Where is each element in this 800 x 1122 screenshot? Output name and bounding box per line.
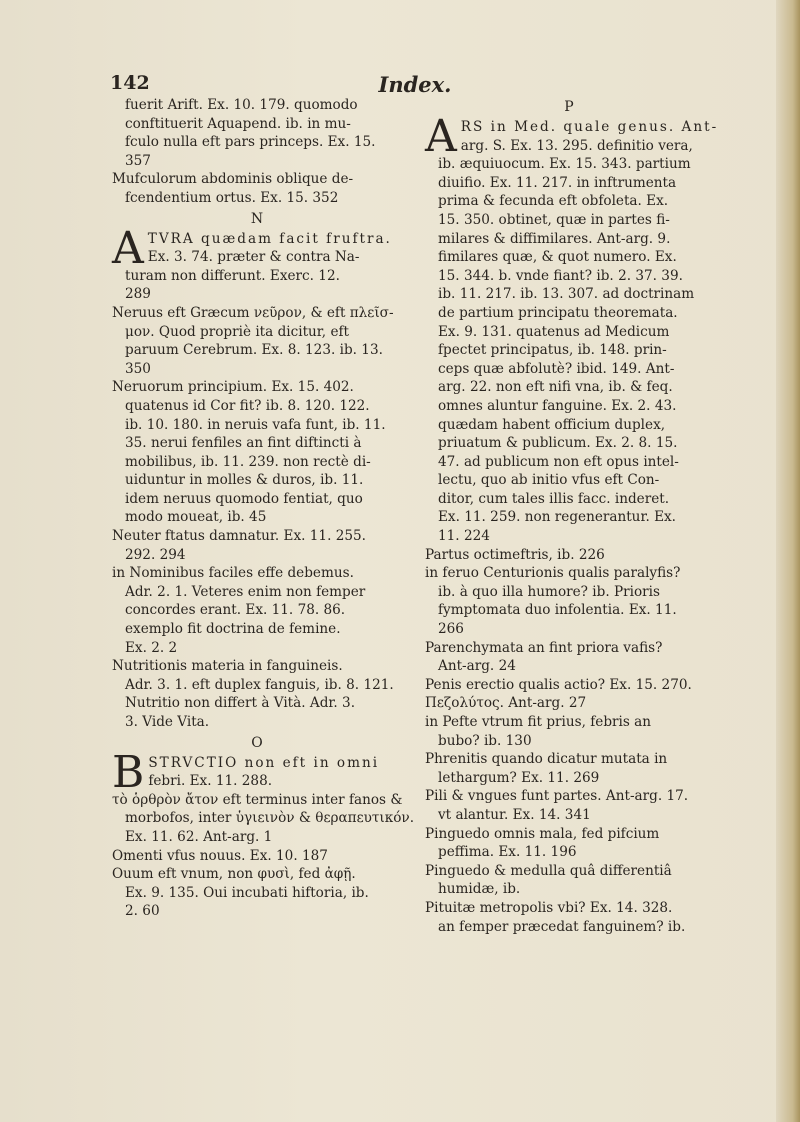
index-line: de partium principatu theoremata. <box>438 304 678 321</box>
index-line: diuifio. Ex. 11. 217. in inftrumenta <box>438 174 677 191</box>
index-line: τὸ ὁρθρὸν ἄτον eft terminus inter fanos & <box>112 791 403 808</box>
index-line: fuerit Arift. Ex. 10. 179. quomodo <box>125 97 358 113</box>
index-line: Pinguedo omnis mala, fed pifcium <box>425 825 660 842</box>
index-line: Πεζολύτος. Ant-arg. 27 <box>425 695 587 712</box>
index-line: conftituerit Aquapend. ib. in mu- <box>125 115 351 132</box>
index-line: ib. æquiuocum. Ex. 15. 343. partium <box>438 156 691 173</box>
index-line: Pituitæ metropolis vbi? Ex. 14. 328. <box>425 899 673 916</box>
index-line: Ex. 3. 74. præter & contra Na- <box>147 249 360 266</box>
index-line: Pili & vngues funt partes. Ant-arg. 17. <box>425 788 689 805</box>
index-line: in Nominibus faciles effe debemus. <box>112 565 354 582</box>
running-title: Index. <box>378 72 452 97</box>
index-line: Adr. 3. 1. eft duplex fanguis, ib. 8. 121. <box>125 676 394 693</box>
index-line: priuatum & publicum. Ex. 2. 8. 15. <box>438 435 678 452</box>
index-line: fymptomata duo infolentia. Ex. 11. <box>438 602 677 619</box>
right-column <box>425 96 719 936</box>
index-line: Neruus eft Græcum νεῦρον, & eft πλεῖσ- <box>112 304 394 321</box>
index-line: 292. 294 <box>125 546 186 563</box>
index-line: 15. 350. obtinet, quæ in partes fi- <box>438 211 670 228</box>
index-line: Mufculorum abdominis oblique de- <box>112 171 354 188</box>
index-line: Ant-arg. 24 <box>438 658 516 675</box>
index-line: concordes erant. Ex. 11. 78. 86. <box>125 602 346 619</box>
index-line: arg. 22. non eft nifi vna, ib. & feq. <box>438 379 673 396</box>
page-edge <box>776 0 800 1122</box>
index-line: 289 <box>125 286 151 303</box>
index-line: 2. 60 <box>125 903 160 920</box>
index-line: Phrenitis quando dicatur mutata in <box>425 751 668 768</box>
index-line: modo moueat, ib. 45 <box>125 509 267 526</box>
drop-capital: A <box>425 111 457 162</box>
index-line: in feruo Centurionis qualis paralyfis? <box>425 565 681 582</box>
index-line: 11. 224 <box>438 528 490 545</box>
index-line: fcendentium ortus. Ex. 15. 352 <box>125 189 339 206</box>
index-line: Partus octimeftris, ib. 226 <box>425 546 605 563</box>
index-line: Neruorum principium. Ex. 15. 402. <box>112 379 354 396</box>
index-line: Ex. 9. 131. quatenus ad Medicum <box>438 323 670 340</box>
index-line: Ex. 2. 2 <box>125 639 178 656</box>
index-line: Neuter ftatus damnatur. Ex. 11. 255. <box>112 528 366 545</box>
index-line: STRVCTIO non eft in omni <box>148 754 380 771</box>
index-line: lectu, quo ab initio vfus eft Con- <box>438 472 660 489</box>
index-line: uiduntur in molles & duros, ib. 11. <box>125 472 364 489</box>
drop-cap-entry <box>425 111 719 162</box>
left-column <box>112 96 415 921</box>
index-line: 266 <box>438 621 464 638</box>
index-line: ditor, cum tales illis facc. inderet. <box>438 490 670 507</box>
index-line: quædam habent officium duplex, <box>438 416 666 433</box>
index-line: ib. à quo illa humore? ib. Prioris <box>438 583 660 600</box>
index-line: Nutritionis materia in fanguineis. <box>112 658 343 675</box>
section-letter: O <box>251 734 263 751</box>
drop-cap-entry <box>112 746 402 798</box>
index-line: Ex. 11. 62. Ant-arg. 1 <box>125 828 273 845</box>
index-line: omnes aluntur fanguine. Ex. 2. 43. <box>438 397 677 414</box>
index-line: 3. Vide Vita. <box>125 714 210 730</box>
index-line: vt alantur. Ex. 14. 341 <box>438 806 591 823</box>
drop-capital: A <box>112 222 144 274</box>
index-line: ib. 10. 180. in neruis vafa funt, ib. 11. <box>125 416 386 433</box>
index-line: febri. Ex. 11. 288. <box>148 773 273 790</box>
index-line: RS in Med. quale genus. Ant- <box>460 119 719 135</box>
index-line: 350 <box>125 360 151 377</box>
index-line: 357 <box>125 152 151 169</box>
index-line: ceps quæ abfolutè? ibid. 149. Ant- <box>438 360 675 377</box>
index-line: in Pefte vtrum fit prius, febris an <box>425 714 652 730</box>
index-line: bubo? ib. 130 <box>438 732 532 749</box>
index-line: Penis erectio qualis actio? Ex. 15. 270. <box>425 676 692 693</box>
index-line: μον. Quod propriè ita dicitur, eft <box>125 323 349 340</box>
index-line: fculo nulla eft pars princeps. Ex. 15. <box>125 134 376 151</box>
index-line: Parenchymata an fint priora vafis? <box>425 639 663 656</box>
index-line: 15. 344. b. vnde fiant? ib. 2. 37. 39. <box>438 267 683 284</box>
drop-cap-entry <box>112 222 402 274</box>
section-letter: P <box>564 99 574 115</box>
drop-capital: B <box>112 746 145 798</box>
index-line: fpectet principatus, ib. 148. prin- <box>438 342 667 359</box>
index-line: idem neruus quomodo fentiat, quo <box>125 490 363 507</box>
index-line: Omenti vfus nouus. Ex. 10. 187 <box>112 847 328 864</box>
index-line: mobilibus, ib. 11. 239. non rectè di- <box>125 453 371 470</box>
index-line: turam non differunt. Exerc. 12. <box>125 267 340 284</box>
index-line: humidæ, ib. <box>438 881 521 898</box>
index-line: peffima. Ex. 11. 196 <box>438 844 577 861</box>
index-line: arg. S. Ex. 13. 295. definitio vera, <box>460 137 693 154</box>
index-line: quatenus id Cor fit? ib. 8. 120. 122. <box>125 397 370 414</box>
index-line: TVRA quædam facit fruftra. <box>147 230 392 247</box>
index-line: 47. ad publicum non eft opus intel- <box>438 453 679 470</box>
index-line: fimilares quæ, & quot numero. Ex. <box>438 249 677 266</box>
index-line: Pinguedo & medulla quâ differentiâ <box>425 862 672 879</box>
index-line: ib. 11. 217. ib. 13. 307. ad doctrinam <box>438 286 695 303</box>
index-line: Ex. 9. 135. Oui incubati hiftoria, ib. <box>125 884 369 901</box>
section-letter: N <box>250 210 264 227</box>
index-line: Nutritio non differt à Vità. Adr. 3. <box>125 695 356 712</box>
index-line: prima & fecunda eft obfoleta. Ex. <box>438 193 669 210</box>
index-line: Ex. 11. 259. non regenerantur. Ex. <box>438 509 676 526</box>
index-line: Adr. 2. 1. Veteres enim non femper <box>125 583 366 600</box>
index-line: exemplo fit doctrina de femine. <box>125 621 341 638</box>
index-line: morbofos, inter ὑγιεινὸν & θεραπευτικόν. <box>125 810 415 827</box>
index-line: an femper præcedat fanguinem? ib. <box>438 918 686 935</box>
index-line: Ouum eft vnum, non φυσὶ, fed ἀφῇ. <box>112 866 356 883</box>
index-line: 35. nerui fenfiles an fint diftincti à <box>125 435 362 452</box>
index-line: milares & diffimilares. Ant-arg. 9. <box>438 230 671 247</box>
index-line: paruum Cerebrum. Ex. 8. 123. ib. 13. <box>125 342 383 359</box>
page-number: 142 <box>110 72 150 94</box>
index-line: lethargum? Ex. 11. 269 <box>438 769 600 786</box>
